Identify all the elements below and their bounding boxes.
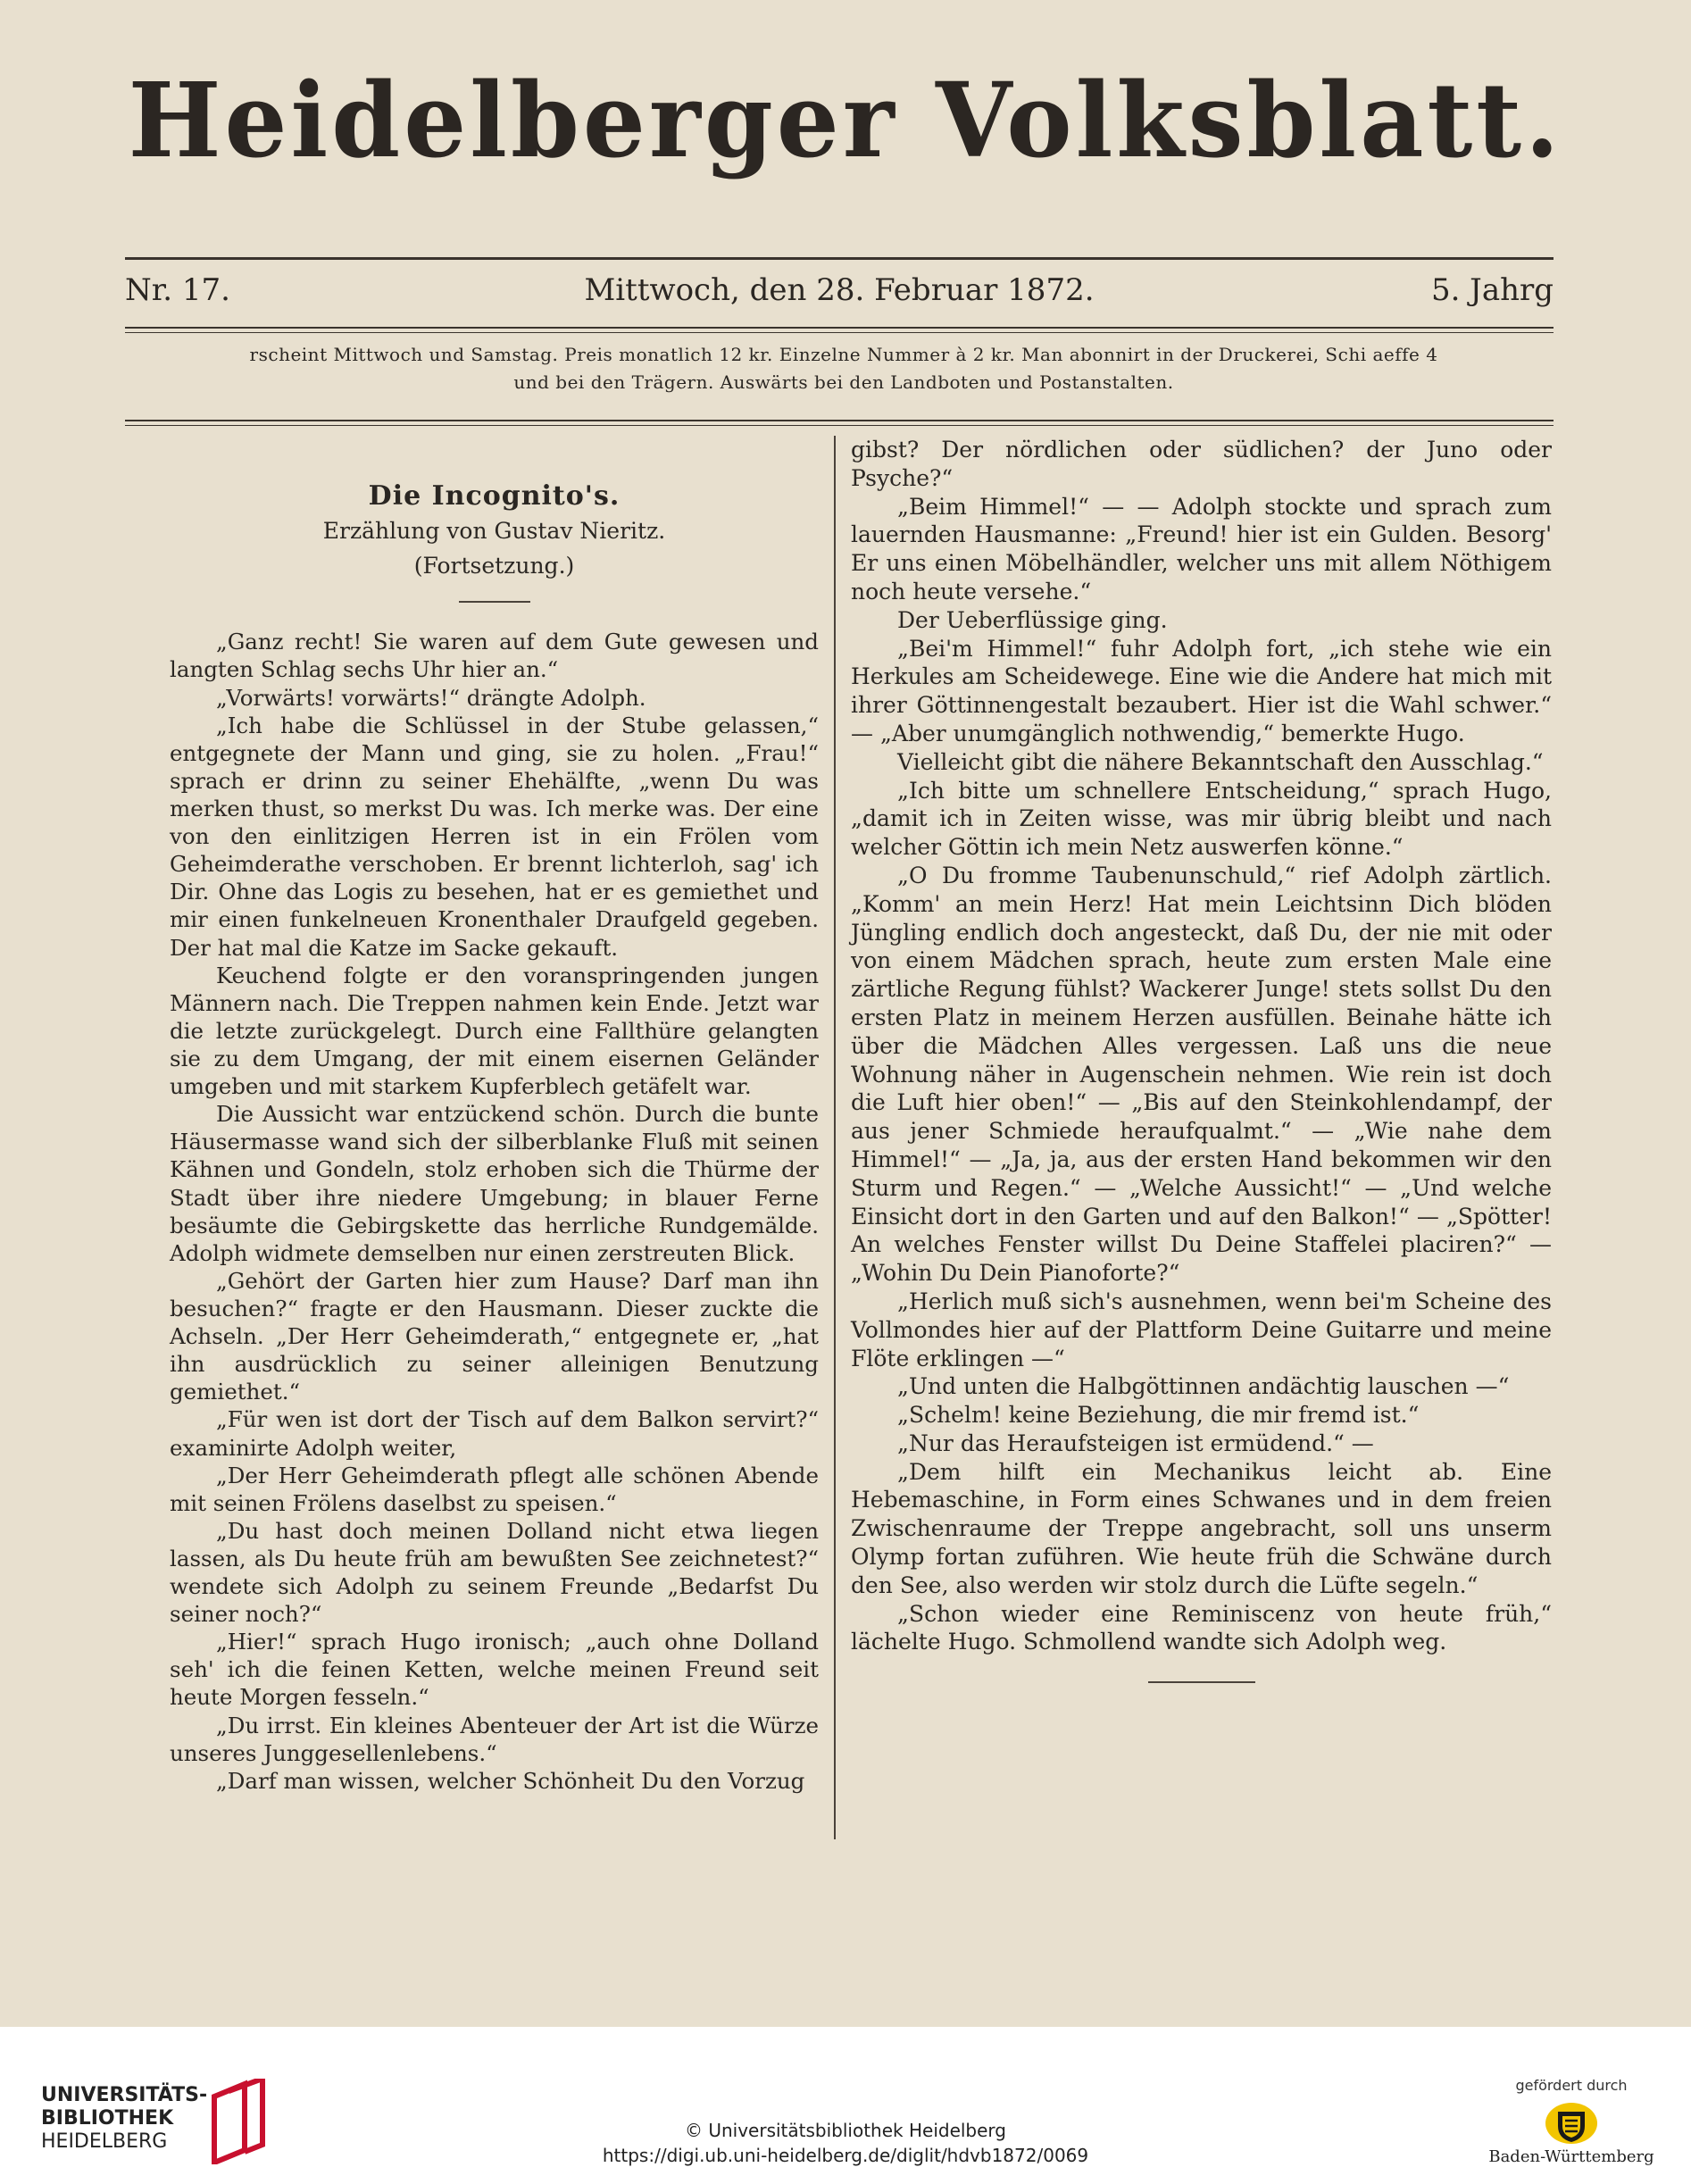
dateline-rule (125, 327, 1554, 329)
subscription-line: und bei den Trägern. Auswärts bei den Landboten und Postanstalten. (513, 371, 1174, 393)
viewer-footer (0, 2027, 1691, 2184)
column-divider (834, 436, 836, 1839)
paragraph: „Und unten die Halbgöttinnen andächtig lauschen —“ (897, 1373, 1510, 1400)
state-crest-icon (1544, 2101, 1599, 2146)
paragraph: „Für wen ist dort der Tisch auf dem Balkon servirt?“ examinirte Adolph weiter, (170, 1406, 819, 1461)
paragraph: Der Ueberflüssige ging. (897, 606, 1168, 633)
subscription-info (134, 341, 1554, 396)
paragraph: „Dem hilft ein Mechanikus leicht ab. Eine Hebemaschine, in Form eines Schwanes und in dem freien Zwischenraume der Treppe angebracht, soll uns unserm Olymp fortan zuführen. Wie heute früh die Schwäne durch den See, also werden wir stolz durch die Lüfte segeln.“ (851, 1458, 1552, 1598)
paragraph: „Herlich muß sich's ausnehmen, wenn bei'm Scheine des Vollmondes hier auf der Plattform Deine Guitarre und meine Flöte erklingen —“ (851, 1288, 1552, 1371)
paragraph: gibst? Der nördlichen oder südlichen? der Juno oder Psyche?“ (851, 437, 1552, 491)
paragraph: „Schon wieder eine Reminiscenz von heute früh,“ lächelte Hugo. Schmollend wandte sich Adolph weg. (851, 1600, 1552, 1655)
paragraph: „Beim Himmel!“ — — Adolph stockte und sprach zum lauernden Hausmanne: „Freund! hier ist ein Gulden. Besorg' Er uns einen Möbelhändler, welcher uns mit allem Nöthigem noch heute versehe.“ (851, 493, 1552, 604)
masthead-title: Heidelberger Volksblatt. (128, 59, 1563, 181)
paragraph: „Der Herr Geheimderath pflegt alle schönen Abende mit seinen Frölens daselbst zu speisen.“ (170, 1462, 819, 1516)
paragraph: Keuchend folgte er den voranspringenden jungen Männern nach. Die Treppen nahmen kein Ende. Jetzt war die letzte zurückgelegt. Durch eine Fallthüre gelangten sie zu dem Umgang, der mit einem eisernen Geländer umgeben und mit starkem Kupferblech getäfelt war. (170, 962, 819, 1100)
story-title: Die Incognito's. (368, 480, 621, 512)
paragraph: „Hier!“ sprach Hugo ironisch; „auch ohne Dolland seh' ich die feinen Ketten, welche meinen Freund seit heute Morgen fesseln.“ (170, 1629, 819, 1711)
subscription-line: rscheint Mittwoch und Samstag. Preis monatlich 12 kr. Einzelne Nummer à 2 kr. Man abonnirt in der Druckerei, Schi aeffe 4 (249, 344, 1438, 365)
library-name-line: UNIVERSITÄTS- (41, 2084, 208, 2106)
end-rule (1148, 1681, 1255, 1683)
paragraph: „Gehört der Garten hier zum Hause? Darf man ihn besuchen?“ fragte er den Hausmann. Dieser zuckte die Achseln. „Der Herr Geheimderath,“ entgegnete er, „hat ihn ausdrücklich zu seiner alleinigen Benutzung gemiethet.“ (170, 1267, 819, 1405)
text-column-right (851, 436, 1552, 1683)
dateline (125, 268, 1554, 313)
paragraph: „Nur das Heraufsteigen ist ermüdend.“ — (897, 1430, 1374, 1456)
library-name-line: BIBLIOTHEK (41, 2107, 174, 2130)
permalink-url[interactable]: https://digi.ub.uni-heidelberg.de/diglit/hdvb1872/0069 (602, 2145, 1089, 2166)
paragraph: „Vorwärts! vorwärts!“ drängte Adolph. (216, 684, 646, 711)
paragraph: „Darf man wissen, welcher Schönheit Du den Vorzug (216, 1767, 805, 1794)
volume-year: 5. Jahrg (1430, 272, 1554, 308)
header-bottom-rule-thin (125, 425, 1554, 426)
copyright-notice (0, 2118, 1691, 2168)
funded-by-label: gefördert durch (1515, 2077, 1628, 2094)
paragraph: „Ganz recht! Sie waren auf dem Gute gewesen und langten Schlag sechs Uhr hier an.“ (170, 629, 819, 683)
paragraph: „O Du fromme Taubenunschuld,“ rief Adolph zärtlich. „Komm' an mein Herz! Hat mein Leichtsinn Dich blöden Jüngling endlich doch angesteckt, daß Du, der nie mit oder von einem Mädchen sprach, heute zum ersten Male eine zärtliche Regung fühlst? Wackerer Junge! stets sollst Du den ersten Platz in meinem Herzen ausfüllen. Beinahe hätte ich über die Mädchen Alles vergessen. Laß uns die neue Wohnung näher in Augenschein nehmen. Wie rein ist doch die Luft hier oben!“ — „Bis auf den Steinkohlendampf, der aus jener Schmiede heraufqualmt.“ — „Wie nahe dem Himmel!“ — „Ja, ja, aus der ersten Hand bekommen wir den Sturm und Regen.“ — „Welche Aussicht!“ — „Und welche Einsicht dort in den Garten und auf den Balkon!“ — „Spötter! An welches Fenster willst Du Deine Staffelei placiren?“ — „Wohin Du Dein Pianoforte?“ (851, 862, 1552, 1287)
issue-date: Mittwoch, den 28. Februar 1872. (584, 272, 1095, 308)
paragraph: „Ich bitte um schnellere Entscheidung,“ sprach Hugo, „damit ich in Zeiten wisse, was mir übrig bleibt und nach welcher Göttin ich mein Netz auswerfen könne.“ (851, 777, 1552, 861)
state-name: Baden-Württemberg (1488, 2147, 1654, 2166)
title-ornament (459, 601, 530, 603)
header-bottom-rule (125, 420, 1554, 421)
paragraph: Die Aussicht war entzückend schön. Durch die bunte Häusermasse wand sich der silberblanke Fluß mit seinen Kähnen und Gondeln, stolz erhoben sich die Thürme der Stadt über ihre niedere Umgebung; in blauer Ferne besäumte die Gebirgskette das herrliche Rundgemälde. Adolph widmete demselben nur einen zerstreuten Blick. (170, 1101, 819, 1266)
paragraph: „Du hast doch meinen Dolland nicht etwa liegen lassen, als Du heute früh am bewußten See zeichnetest?“ wendete sich Adolph zu seinem Freunde „Bedarfst Du seiner noch?“ (170, 1517, 819, 1628)
paragraph: Vielleicht gibt die nähere Bekanntschaft den Ausschlag.“ (897, 748, 1544, 775)
paragraph: „Schelm! keine Beziehung, die mir fremd ist.“ (897, 1402, 1420, 1429)
issue-number: Nr. 17. (125, 272, 230, 308)
library-name-line: HEIDELBERG (41, 2130, 168, 2153)
paragraph: „Bei'm Himmel!“ fuhr Adolph fort, „ich stehe wie ein Herkules am Scheidewege. Eine wie die Andere hat mich mit ihrer Göttinnengestalt bezaubert. Hier ist die Wahl schwer.“ — „Aber unumgänglich nothwendig,“ bemerkte Hugo. (851, 635, 1552, 746)
text-column-left (170, 436, 819, 1795)
funder-logo[interactable] (1482, 2077, 1661, 2184)
story-author: Erzählung von Gustav Nieritz. (322, 518, 666, 545)
paragraph: „Du irrst. Ein kleines Abenteuer der Art ist die Würze unseres Junggesellenlebens.“ (170, 1712, 819, 1766)
copyright-text: © Universitätsbibliothek Heidelberg (684, 2120, 1006, 2141)
paragraph: „Ich habe die Schlüssel in der Stube gelassen,“ entgegnete der Mann und ging, sie zu holen. „Frau!“ sprach er drinn zu seiner Ehehälfte, „wenn Du was merken thust, so merkst Du was. Ich merke was. Der eine von den einlitzigen Herren ist in ein Frölen vom Geheimderathe verschoben. Er brennt lichterloh, sag' ich Dir. Ohne das Logis zu besehen, hat er es gemiethet und mir einen funkelneuen Kronenthaler Draufgeld gegeben. Der hat mal die Katze im Sacke gekauft. (170, 712, 819, 961)
story-continuation: (Fortsetzung.) (413, 553, 575, 579)
masthead-rule (125, 257, 1554, 260)
dateline-rule-thin (125, 332, 1554, 333)
